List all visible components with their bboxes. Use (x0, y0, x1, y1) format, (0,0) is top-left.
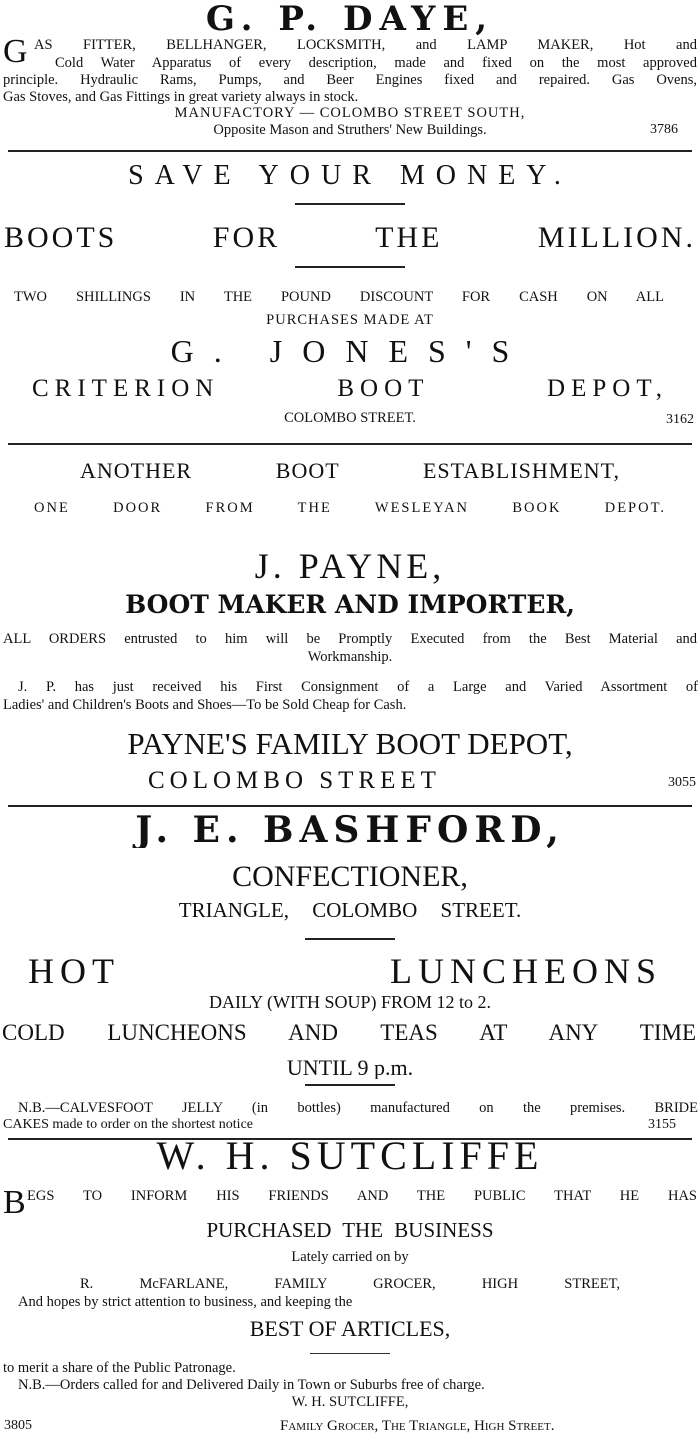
short-rule (305, 938, 395, 940)
sutcliffe-begs: EGS TO INFORM HIS FRIENDS AND THE PUBLIC THAT HE HAS (27, 1189, 697, 1204)
payne-ref-number: 3055 (668, 775, 696, 790)
sutcliffe-mcfarlane: R. McFARLANE, FAMILY GROCER, HIGH STREET, (80, 1277, 620, 1292)
short-rule (310, 1353, 390, 1354)
bashford-hot-luncheons: HOT LUNCHEONS (28, 953, 662, 989)
short-rule (295, 203, 405, 205)
bashford-daily: DAILY (WITH SOUP) FROM 12 to 2. (208, 993, 492, 1011)
jones-ref-number: 3162 (666, 412, 694, 427)
payne-consign-line-1: J. P. has just received his First Consignment of a Large and Varied Assortment of (18, 680, 698, 695)
sutcliffe-ref-number: 3805 (4, 1418, 32, 1433)
section-divider (8, 150, 692, 152)
bashford-nb-line-1: N.B.—CALVESFOOT JELLY (in bottles) manufactured on the premises. BRIDE (18, 1101, 698, 1116)
payne-trade: BOOT MAKER AND IMPORTER, (125, 592, 575, 617)
daye-name: G. P. DAYE, (205, 2, 495, 36)
sutcliffe-name: W. H. SUTCLIFFE (156, 1136, 544, 1176)
payne-another-boot: ANOTHER BOOT ESTABLISHMENT, (80, 460, 620, 482)
sutcliffe-best-articles: BEST OF ARTICLES, (249, 1318, 451, 1340)
payne-family-depot: PAYNE'S FAMILY BOOT DEPOT, (127, 728, 573, 759)
daye-desc-line-3: principle. Hydraulic Rams, Pumps, and Beer Engines fixed and repaired. Gas Ovens, (3, 73, 697, 88)
jones-name: G. JONES'S (170, 335, 530, 367)
sutcliffe-drop-cap: B (3, 1184, 26, 1221)
short-rule (305, 1084, 395, 1086)
daye-desc-line-2: Cold Water Apparatus of every description, made and fixed on the most approved (55, 56, 697, 71)
sutcliffe-hopes: And hopes by strict attention to business, and keeping the (18, 1295, 353, 1310)
section-divider (8, 805, 692, 807)
daye-ref-number: 3786 (650, 122, 678, 137)
jones-discount-line-1: TWO SHILLINGS IN THE POUND DISCOUNT FOR CASH ON ALL (14, 290, 664, 305)
bashford-name: J. E. BASHFORD, (135, 812, 565, 848)
sutcliffe-merit: to merit a share of the Public Patronage. (3, 1361, 236, 1376)
payne-name: J. PAYNE, (254, 548, 446, 584)
daye-desc-line-1: AS FITTER, BELLHANGER, LOCKSMITH, and LAMP MAKER, Hot and (34, 38, 697, 53)
sutcliffe-address: Family Grocer, The Triangle, High Street. (280, 1419, 555, 1434)
payne-consign-line-2: Ladies' and Children's Boots and Shoes—To be Sold Cheap for Cash. (3, 698, 407, 713)
bashford-until: UNTIL 9 p.m. (286, 1057, 414, 1079)
bashford-address: TRIANGLE, COLOMBO STREET. (178, 900, 522, 921)
payne-orders-line-1: ALL ORDERS entrusted to him will be Promptly Executed from the Best Material and (3, 632, 697, 647)
daye-manufactory: MANUFACTORY — COLOMBO STREET SOUTH, (174, 106, 526, 121)
payne-one-door: ONE DOOR FROM THE WESLEYAN BOOK DEPOT. (34, 501, 666, 516)
jones-boots-million: BOOTS FOR THE MILLION. (4, 223, 696, 253)
bashford-nb-line-2: CAKES made to order on the shortest notice (3, 1118, 254, 1132)
payne-orders-line-2: Workmanship. (307, 650, 393, 665)
jones-discount-line-2: PURCHASES MADE AT (266, 313, 434, 328)
daye-drop-cap: G (3, 33, 28, 70)
daye-opposite: Opposite Mason and Struthers' New Buildings. (213, 123, 487, 138)
sutcliffe-purchased: PURCHASED THE BUSINESS (206, 1220, 494, 1241)
bashford-ref-number: 3155 (648, 1117, 676, 1132)
jones-headline: SAVE YOUR MONEY. (128, 162, 572, 190)
sutcliffe-nb: N.B.—Orders called for and Delivered Daily in Town or Suburbs free of charge. (18, 1378, 485, 1393)
jones-street: COLOMBO STREET. (284, 411, 416, 426)
payne-street: COLOMBO STREET (148, 768, 441, 793)
bashford-cold-luncheons: COLD LUNCHEONS AND TEAS AT ANY TIME (2, 1021, 696, 1044)
jones-criterion-depot: CRITERION BOOT DEPOT, (32, 376, 668, 401)
sutcliffe-lately: Lately carried on by (291, 1250, 409, 1265)
section-divider (8, 443, 692, 445)
short-rule (295, 266, 405, 268)
sutcliffe-signature: W. H. SUTCLIFFE, (291, 1395, 409, 1410)
bashford-trade: CONFECTIONER, (232, 862, 468, 892)
daye-desc-line-4: Gas Stoves, and Gas Fittings in great variety always in stock. (3, 90, 359, 105)
